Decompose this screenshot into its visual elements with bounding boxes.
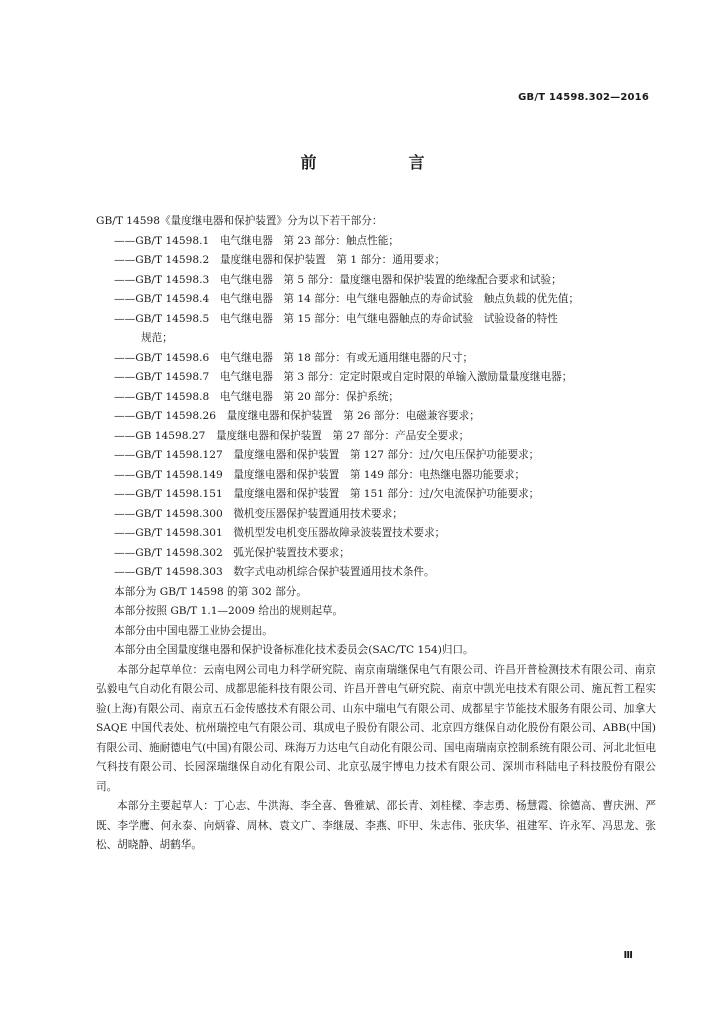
paragraph: 本部分为 GB/T 14598 的第 302 部分。	[114, 585, 307, 598]
paragraph: 本部分按照 GB/T 1.1—2009 给出的规则起草。	[114, 605, 344, 617]
part-item: ——GB/T 14598.5 电气继电器 第 15 部分：电气继电器触点的寿命试验 试验设备的特性	[114, 312, 558, 325]
paragraph: 本部分由全国量度继电器和保护设备标准化技术委员会(SAC/TC 154)归口。	[114, 644, 474, 656]
part-item: ——GB 14598.27 量度继电器和保护装置 第 27 部分：产品安全要求；	[114, 429, 470, 442]
part-item: ——GB/T 14598.303 数字式电动机综合保护装置通用技术条件。	[114, 566, 435, 578]
part-item: ——GB/T 14598.302 弧光保护装置技术要求；	[114, 546, 350, 559]
part-item: ——GB/T 14598.4 电气继电器 第 14 部分：电气继电器触点的寿命试验 触点负载的优先值；	[114, 293, 580, 305]
page-title: 前 言	[300, 153, 463, 172]
part-item: ——GB/T 14598.2 量度继电器和保护装置 第 1 部分：通用要求；	[114, 254, 446, 266]
page-number: Ⅲ	[623, 950, 633, 961]
part-item: ——GB/T 14598.6 电气继电器 第 18 部分：有或无通用继电器的尺寸；	[114, 351, 474, 364]
part-item: ——GB/T 14598.149 量度继电器和保护装置 第 149 部分：电热继电器功能要求；	[114, 468, 526, 481]
part-item: ——GB/T 14598.300 微机变压器保护装置通用技术要求；	[114, 507, 403, 520]
part-item: ——GB/T 14598.26 量度继电器和保护装置 第 26 部分：电磁兼容要求；	[114, 410, 480, 422]
part-item: ——GB/T 14598.3 电气继电器 第 5 部分：量度继电器和保护装置的绝缘配合要求和试验；	[114, 273, 562, 286]
standard-number: GB/T 14598.302—2016	[518, 92, 649, 103]
part-item: ——GB/T 14598.301 微机型发电机变压器故障录波装置技术要求；	[114, 527, 446, 539]
intro-line: GB/T 14598《量度继电器和保护装置》分为以下若干部分：	[96, 215, 383, 227]
part-item: ——GB/T 14598.127 量度继电器和保护装置 第 127 部分：过/欠电压保护功能要求；	[114, 449, 540, 461]
document-body	[96, 212, 656, 856]
paragraph-drafting-units: 本部分起草单位：云南电网公司电力科学研究院、南京南瑞继保电气有限公司、许昌开普检测技术有限公司、南京弘毅电气自动化有限公司、成都思能科技有限公司、许昌开普电气研究院、南京中凯光电技术有限公司、施瓦哲工程实验(上海)有限公司、南京五石金传感技术有限公司、山东中瑞电气有限公司、成都星宇节能技术服务有限公司、加拿大 SAQE 中国代表处、杭州瑞控电气有限公司、琪成电子股份有限公司、北京四方继保自动化股份有限公司、ABB(中国)有限公司、施耐德电气(中国)有限公司、珠海万力达电气自动化有限公司、国电南瑞南京控制系统有限公司、河北北恒电气科技有限公司、长园深瑞继保自动化有限公司、北京弘晟宇博电力技术有限公司、深圳市科陆电子科技股份有限公司。	[96, 663, 656, 793]
part-item: ——GB/T 14598.1 电气继电器 第 23 部分：触点性能；	[114, 234, 399, 247]
part-item: ——GB/T 14598.151 量度继电器和保护装置 第 151 部分：过/欠电流保护功能要求；	[114, 488, 540, 500]
part-item: ——GB/T 14598.8 电气继电器 第 20 部分：保护系统；	[114, 390, 399, 403]
part-item: ——GB/T 14598.7 电气继电器 第 3 部分：定定时限或自定时限的单输入激励量量度继电器；	[114, 371, 573, 383]
paragraph: 本部分由中国电器工业协会提出。	[114, 624, 273, 637]
part-item-continuation: 规范；	[141, 332, 173, 344]
paragraph-drafters: 本部分主要起草人：丁心志、牛洪海、李全喜、鲁雅斌、邵长青、刘桂樑、李志勇、杨慧霞、徐德高、曹庆洲、严既、李学鹰、何永泰、向炳睿、周林、袁文广、李继晟、李燕、吓甲、朱志伟、张庆华、祖建军、许永军、冯思龙、张松、胡晓静、胡鹤华。	[96, 800, 656, 851]
